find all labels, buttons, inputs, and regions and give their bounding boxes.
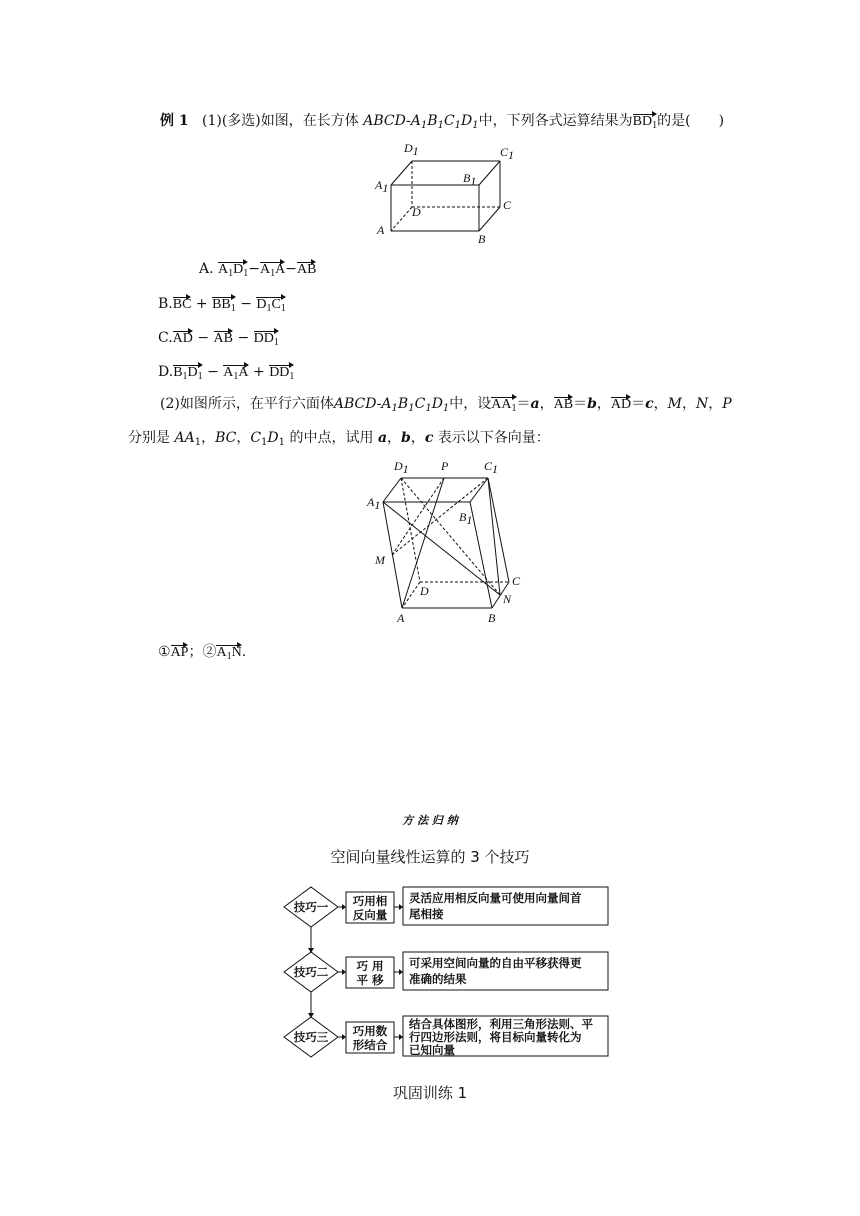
tip3-short-line2: 形结合 (352, 1038, 388, 1052)
part1-end: 的是( ) (657, 113, 725, 129)
label-c: C (503, 198, 512, 212)
tip2-name: 技巧二 (293, 965, 329, 979)
part1-tail: 中，下列各式运算结果为 (478, 113, 633, 129)
tips-flowchart (280, 880, 620, 1060)
tip2-short-line2: 平 移 (356, 973, 384, 987)
practice-title: 巩固训练 1 (392, 1084, 468, 1102)
vector-bd1: $BD_1$ (632, 114, 658, 131)
tip2-desc-line1: 可采用空间向量的自由平移获得更 (409, 956, 582, 970)
label2-c: C (512, 574, 521, 588)
label2-b: B (488, 611, 496, 625)
tip3-desc-line1: 结合具体图形，利用三角形法则、平 (409, 1017, 593, 1031)
method-title: 空间向量线性运算的 3 个技巧 (330, 848, 530, 866)
tip2-desc-line2: 准确的结果 (409, 972, 467, 986)
method-heading: 方 法 归 纳 (402, 814, 458, 827)
label2-m: M (375, 553, 385, 567)
tip3-desc-line3: 已知向量 (409, 1043, 455, 1057)
label2-d1: D1 (394, 459, 409, 476)
label2-n: N (503, 592, 512, 606)
label-a1: A1 (375, 178, 389, 195)
label-d1: D1 (404, 141, 419, 158)
option-a: A. $A_1D_1-A_1A-AB$ (199, 261, 317, 279)
option-d: $D.B_1D_1 - A_1A + DD_1$ (158, 364, 295, 382)
label-b: B (478, 232, 486, 246)
tip1-short-line1: 巧用相 (352, 894, 388, 908)
label2-a1: A1 (367, 495, 381, 512)
part2-questions: ①AP；$②A_1N$. (158, 644, 247, 662)
tip1-desc-line1: 灵活应用相反向量可使用向量间首 (409, 891, 582, 905)
cuboid-figure (372, 140, 532, 250)
example-label: 例 1 (160, 113, 189, 129)
solid-name: ABCD-$A_1B_1C_1D_1$ (363, 113, 479, 131)
tip3-name: 技巧三 (293, 1030, 329, 1044)
label2-b1: B1 (459, 510, 473, 527)
tip1-desc-line2: 尾相接 (409, 907, 444, 921)
option-b: $B.BC + BB_1 - D_1C_1$ (158, 296, 286, 314)
label2-p: P (441, 459, 449, 473)
example-1-part2-line2: 分别是 $AA_1$，BC，$C_1D_1$ 的中点，试用 a，b，c 表示以下各向量： (128, 430, 550, 448)
tip3-desc-line2: 行四边形法则，将目标向量转化为 (409, 1030, 582, 1044)
label-b1: B1 (463, 171, 477, 188)
label-d: D (412, 205, 421, 219)
label2-a: A (397, 611, 405, 625)
label2-c1: C1 (484, 459, 499, 476)
label-a: A (377, 223, 385, 237)
label-c1: C1 (500, 145, 515, 162)
parallelepiped-figure (362, 458, 542, 628)
example-1-part2-line1: (2)如图所示，在平行六面体ABCD-$A_1B_1C_1D_1$中，设$AA_1=a$，AB＝b，AD＝c，M，N，P (160, 396, 732, 414)
option-c: C.AD − AB − $DD_1$ (158, 330, 279, 348)
example-1-part1 (160, 111, 724, 132)
label2-d: D (420, 584, 429, 598)
tip3-short-line1: 巧用数 (352, 1024, 388, 1038)
part1-intro: (1)(多选)如图，在长方体 (201, 113, 359, 129)
tip2-short-line1: 巧 用 (356, 959, 384, 973)
tip1-name: 技巧一 (293, 900, 329, 914)
tip1-short-line2: 反向量 (352, 908, 388, 922)
